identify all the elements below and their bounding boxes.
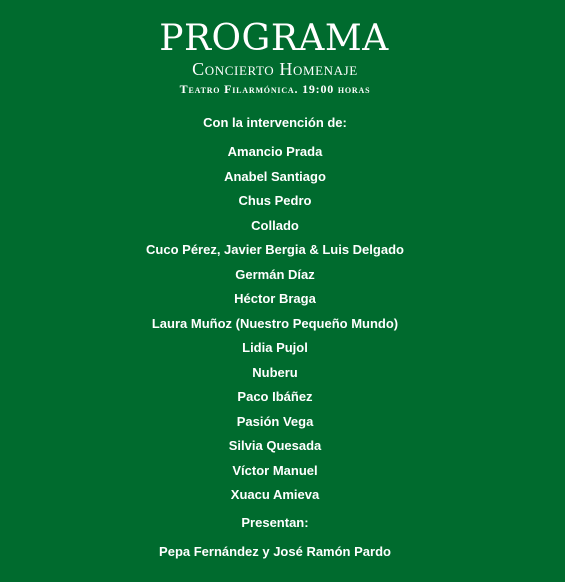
- artist-item: Pasión Vega: [236, 413, 314, 429]
- presenters-names: Pepa Fernández y José Ramón Pardo: [159, 544, 391, 559]
- artist-item: Germán Díaz: [235, 266, 315, 282]
- artist-item: Amancio Prada: [227, 144, 323, 159]
- artist-item: Xuacu Amieva: [230, 487, 320, 502]
- venue-line: Teatro Filarmónica. 19:00 horas: [179, 82, 371, 96]
- concert-subtitle: Concierto Homenaje: [192, 59, 358, 79]
- artist-item: Silvia Quesada: [228, 438, 322, 453]
- artist-item: Héctor Braga: [234, 291, 316, 306]
- artist-item: Nuberu: [252, 364, 298, 380]
- artist-item: Lidia Pujol: [242, 340, 308, 355]
- presenters-label: Presentan:: [241, 515, 309, 530]
- intro-label: Con la intervención de:: [203, 115, 347, 130]
- artist-item: Collado: [251, 217, 299, 233]
- program-title: PROGRAMA: [159, 18, 389, 59]
- artist-list: [0, 140, 550, 508]
- artist-item: Cuco Pérez, Javier Bergia & Luis Delgado: [146, 242, 404, 257]
- artist-item: Anabel Santiago: [224, 168, 326, 184]
- artist-item: Víctor Manuel: [232, 462, 318, 478]
- artist-item: Chus Pedro: [238, 193, 312, 208]
- artist-item: Paco Ibáñez: [237, 389, 313, 404]
- artist-item: Laura Muñoz (Nuestro Pequeño Mundo): [151, 315, 399, 331]
